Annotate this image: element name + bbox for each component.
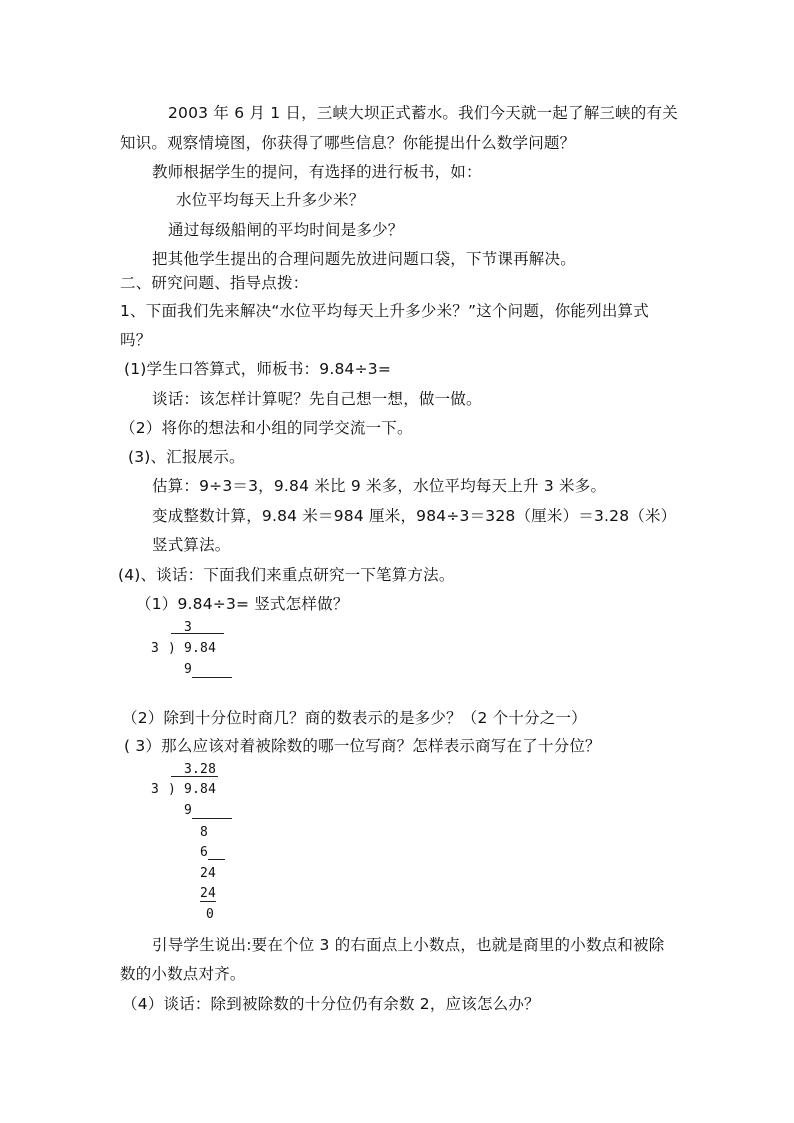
paragraph-1-line-1: 1、下面我们先来解决“水位平均每天上升多少米？”这个问题，你能列出算式: [120, 302, 649, 320]
step-1-talk: 谈话：该怎样计算呢？先自己想一想，做一做。: [152, 390, 482, 408]
step-value-2d: 24: [200, 866, 217, 881]
subtract-line-2b: [208, 859, 225, 860]
divisor-1: 3: [151, 641, 160, 656]
guide-line-1: 引导学生说出:要在个位 3 的右面点上小数点，也就是商里的小数点和被除: [152, 936, 665, 954]
bracket-2: ): [168, 782, 177, 797]
step-value-2e: 24: [200, 886, 217, 901]
step-value-2f: 0: [206, 907, 215, 922]
section-heading: 二、研究问题、指导点拨：: [120, 274, 309, 292]
sub-2: （2）除到十分位时商几？商的数表示的是多少？（2 个十分之一）: [122, 709, 587, 727]
guide-line-2: 数的小数点对齐。: [120, 965, 246, 983]
bracket-1: ): [168, 641, 177, 656]
intro-line-2: 知识。观察情境图，你获得了哪些信息？你能提出什么数学问题？: [120, 134, 576, 152]
step-value-2c: 6: [200, 845, 209, 860]
estimate-line: 估算：9÷3＝3，9.84 米比 9 米多，水位平均每天上升 3 米多。: [152, 477, 607, 495]
sub-4: （4）谈话：除到被除数的十分位仍有余数 2，应该怎么办？: [122, 995, 540, 1013]
dividend-2: 9.84: [184, 782, 217, 797]
divisor-2: 3: [151, 782, 160, 797]
step-4: (4)、谈话：下面我们来重点研究一下笔算方法。: [118, 566, 455, 584]
intro-line-4: 把其他学生提出的合理问题先放进问题口袋，下节课再解决。: [152, 250, 576, 268]
sub-1: （1）9.84÷3= 竖式怎样做？: [136, 595, 349, 613]
sub-3: ( 3）那么应该对着被除数的哪一位写商？怎样表示商写在了十分位？: [124, 737, 601, 755]
step-3: (3)、汇报展示。: [128, 448, 245, 466]
division-bar-1: [171, 633, 224, 634]
quotient-2: 3.28: [184, 762, 217, 777]
question-1: 水位平均每天上升多少米？: [176, 191, 365, 209]
paragraph-1-line-2: 吗？: [120, 331, 152, 349]
subtract-line-2a: [192, 818, 232, 819]
quotient-1: 3: [184, 620, 193, 635]
intro-line-1: 2003 年 6 月 1 日，三峡大坝正式蓄水。我们今天就一起了解三峡的有关: [168, 104, 678, 122]
step-value-2a: 9: [184, 803, 193, 818]
division-bar-2: [171, 776, 218, 777]
step-1: (1)学生口答算式，师板书：9.84÷3=: [124, 360, 392, 378]
subtract-line-2c: [200, 901, 216, 902]
vertical-method: 竖式算法。: [152, 536, 231, 554]
convert-line: 变成整数计算，9.84 米＝984 厘米，984÷3＝328（厘米）＝3.28（米）: [152, 507, 677, 525]
step-2: （2）将你的想法和小组的同学交流一下。: [120, 419, 413, 437]
step-value-2b: 8: [200, 825, 209, 840]
subtract-line-1: [192, 677, 232, 678]
step-value-1: 9: [184, 662, 193, 677]
intro-line-3: 教师根据学生的提问，有选择的进行板书，如：: [152, 163, 482, 181]
dividend-1: 9.84: [184, 641, 217, 656]
question-2: 通过每级船闸的平均时间是多少？: [168, 221, 404, 239]
